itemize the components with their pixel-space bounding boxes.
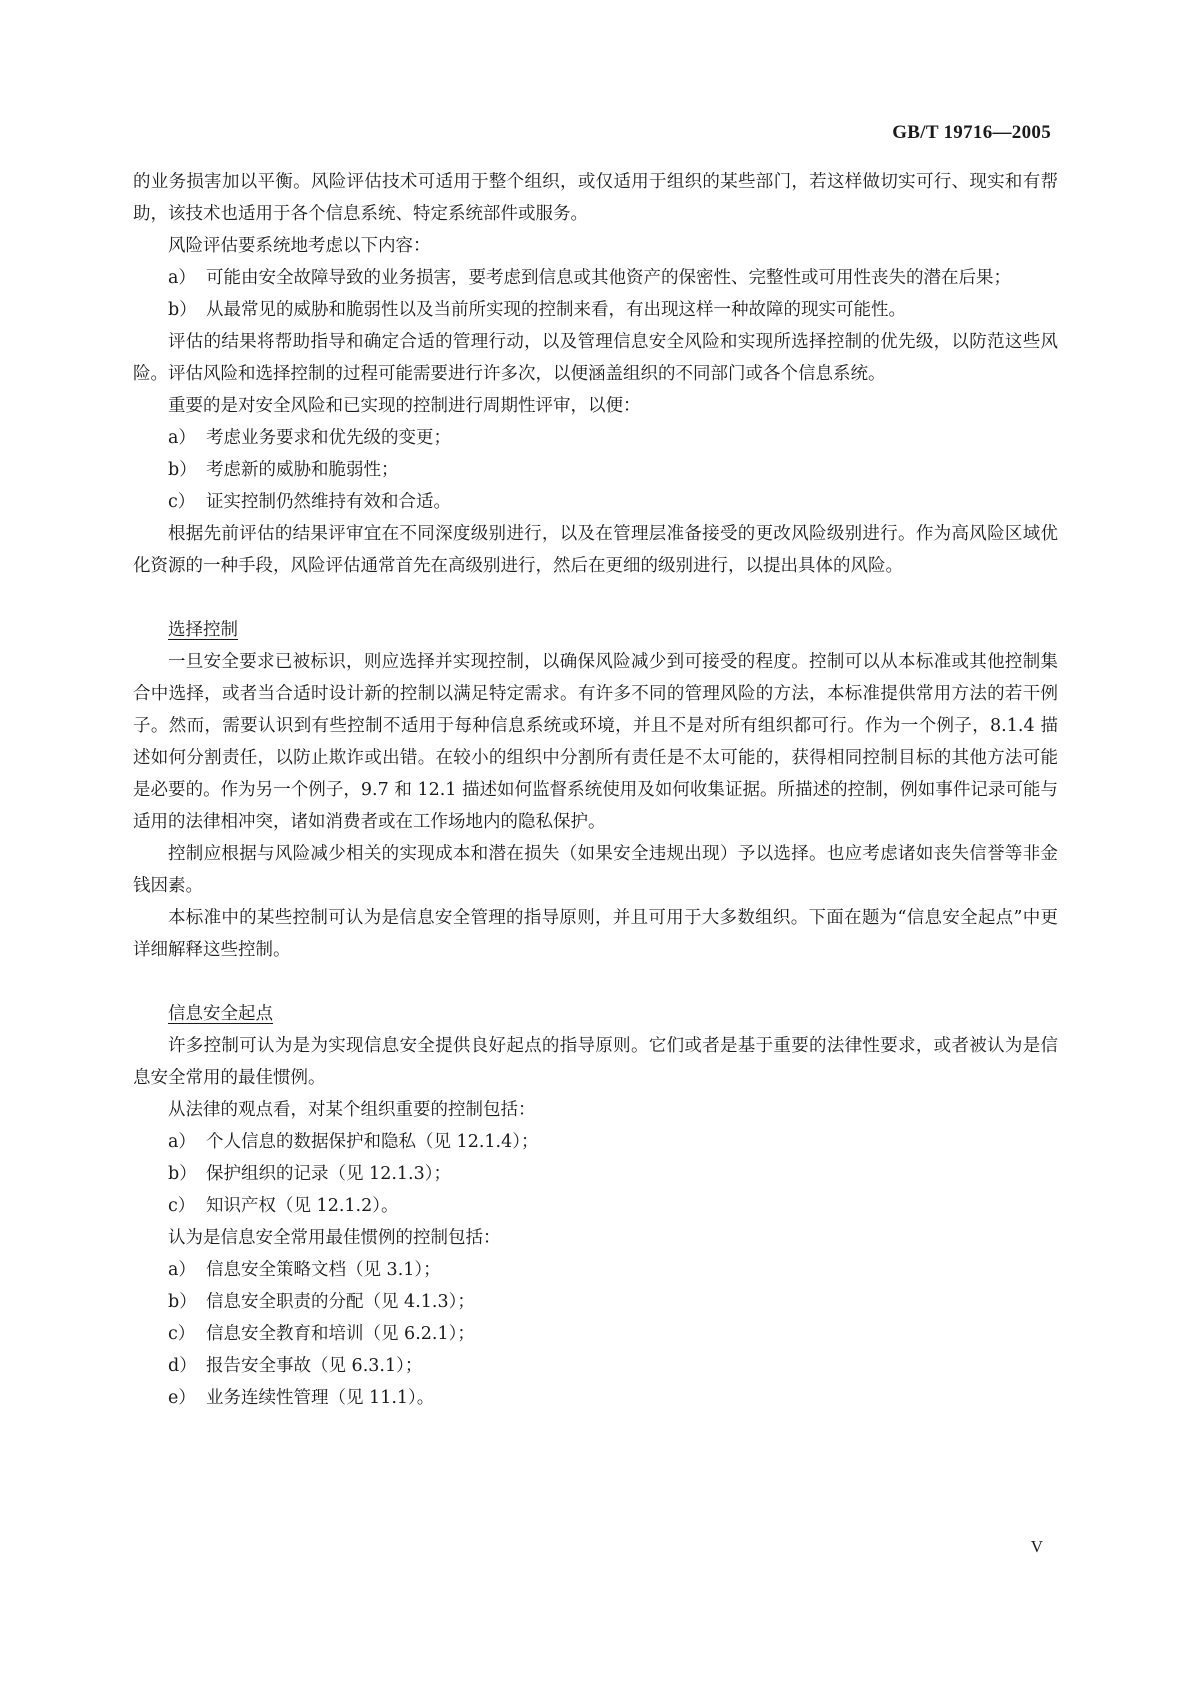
risk-paragraph-4: 重要的是对安全风险和已实现的控制进行周期性评审，以便： [168, 396, 641, 416]
list-text: 可能由安全故障导致的业务损害，要考虑到信息或其他资产的保密性、完整性或可用性丧失的潜在后果； [206, 268, 1011, 288]
start-paragraph-2: 从法律的观点看，对某个组织重要的控制包括： [168, 1100, 536, 1120]
list-text: 证实控制仍然维持有效和合适。 [206, 492, 451, 512]
select-paragraph-3: 本标准中的某些控制可认为是信息安全管理的指导原则，并且可用于大多数组织。下面在题为“信息安全起点”中更详细解释这些控制。 [133, 908, 1058, 960]
practice-item-e [133, 1382, 1058, 1414]
page-number: V [1030, 1537, 1043, 1556]
legal-item-a [133, 1126, 1058, 1158]
list-label: b） [168, 300, 197, 320]
practice-item-c [133, 1318, 1058, 1350]
list-label: b） [168, 460, 197, 480]
standard-number: GB/T 19716—2005 [892, 122, 1051, 143]
risk-paragraph-3: 评估的结果将帮助指导和确定合适的管理行动，以及管理信息安全风险和实现所选择控制的优先级，以防范这些风险。评估风险和选择控制的过程可能需要进行许多次，以便涵盖组织的不同部门或各个信息系统。 [133, 332, 1058, 384]
list-label: b） [168, 1164, 197, 1184]
risk-item-a [133, 262, 1058, 294]
risk-item-b [133, 294, 1058, 326]
list-label: b） [168, 1292, 197, 1312]
review-item-b [133, 454, 1058, 486]
list-label: a） [168, 1260, 196, 1280]
list-text: 从最常见的威胁和脆弱性以及当前所实现的控制来看，有出现这样一种故障的现实可能性。 [206, 300, 906, 320]
list-text: 考虑业务要求和优先级的变更； [206, 428, 451, 448]
list-label: a） [168, 1132, 196, 1152]
list-label: d） [168, 1356, 197, 1376]
list-text: 考虑新的威胁和脆弱性； [206, 460, 399, 480]
list-text: 业务连续性管理（见 11.1）。 [206, 1388, 435, 1408]
list-text: 信息安全策略文档（见 3.1）； [206, 1260, 441, 1280]
section-heading-security-starting-point: 信息安全起点 [168, 1004, 273, 1024]
practice-item-d [133, 1350, 1058, 1382]
review-item-a [133, 422, 1058, 454]
risk-paragraph-5: 根据先前评估的结果评审宜在不同深度级别进行，以及在管理层准备接受的更改风险级别进行。作为高风险区域优化资源的一种手段，风险评估通常首先在高级别进行，然后在更细的级别进行，以提出具体的风险。 [133, 524, 1058, 576]
list-text: 保护组织的记录（见 12.1.3）； [206, 1164, 451, 1184]
list-text: 信息安全职责的分配（见 4.1.3）； [206, 1292, 475, 1312]
legal-item-c [133, 1190, 1058, 1222]
section-heading-select-controls: 选择控制 [168, 620, 238, 640]
list-text: 知识产权（见 12.1.2）。 [206, 1196, 399, 1216]
start-paragraph-1: 许多控制可认为是为实现信息安全提供良好起点的指导原则。它们或者是基于重要的法律性要求，或者被认为是信息安全常用的最佳惯例。 [133, 1036, 1058, 1088]
list-label: a） [168, 268, 196, 288]
list-text: 报告安全事故（见 6.3.1）； [206, 1356, 423, 1376]
list-label: a） [168, 428, 196, 448]
select-paragraph-2: 控制应根据与风险减少相关的实现成本和潜在损失（如果安全违规出现）予以选择。也应考虑诸如丧失信誉等非金钱因素。 [133, 844, 1058, 896]
list-text: 信息安全教育和培训（见 6.2.1）； [206, 1324, 475, 1344]
list-label: e） [168, 1388, 196, 1408]
risk-paragraph-2: 风险评估要系统地考虑以下内容： [168, 236, 431, 256]
list-label: c） [168, 492, 196, 512]
start-paragraph-3: 认为是信息安全常用最佳惯例的控制包括： [168, 1228, 501, 1248]
practice-item-a [133, 1254, 1058, 1286]
document-body [133, 166, 1058, 1414]
list-label: c） [168, 1196, 196, 1216]
select-paragraph-1: 一旦安全要求已被标识，则应选择并实现控制，以确保风险减少到可接受的程度。控制可以从本标准或其他控制集合中选择，或者当合适时设计新的控制以满足特定需求。有许多不同的管理风险的方法，本标准提供常用方法的若干例子。然而，需要认识到有些控制不适用于每种信息系统或环境，并且不是对所有组织都可行。作为一个例子，8.1.4 描述如何分割责任，以防止欺诈或出错。在较小的组织中分割所有责任是不太可能的，获得相同控制目标的其他方法可能是必要的。作为另一个例子，9.7 和 12.1 描述如何监督系统使用及如何收集证据。所描述的控制，例如事件记录可能与适用的法律相冲突，诸如消费者或在工作场地内的隐私保护。 [133, 652, 1058, 832]
risk-paragraph-1: 的业务损害加以平衡。风险评估技术可适用于整个组织，或仅适用于组织的某些部门，若这样做切实可行、现实和有帮助，该技术也适用于各个信息系统、特定系统部件或服务。 [133, 172, 1058, 224]
list-label: c） [168, 1324, 196, 1344]
legal-item-b [133, 1158, 1058, 1190]
review-item-c [133, 486, 1058, 518]
practice-item-b [133, 1286, 1058, 1318]
list-text: 个人信息的数据保护和隐私（见 12.1.4）； [206, 1132, 539, 1152]
